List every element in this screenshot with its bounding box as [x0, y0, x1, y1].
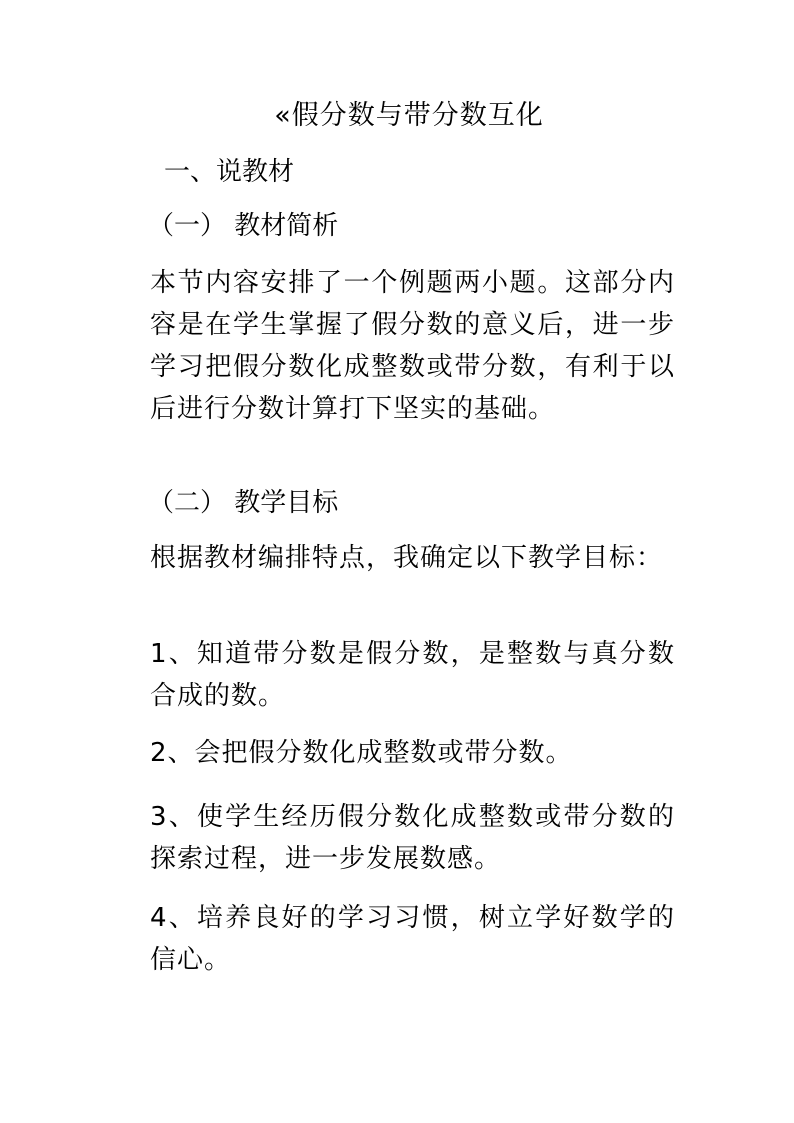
- document-title: «假分数与带分数互化: [274, 100, 544, 131]
- objectives-intro-paragraph: 根据教材编排特点，我确定以下教学目标：: [150, 543, 664, 573]
- objective-item-1: 1、知道带分数是假分数，是整数与真分数合成的数。: [150, 639, 675, 711]
- objective-item-3: 3、使学生经历假分数化成整数或带分数的探索过程，进一步发展数感。: [150, 802, 675, 874]
- material-analysis-paragraph: 本节内容安排了一个例题两小题。这部分内容是在学生掌握了假分数的意义后，进一步学习把假分数化成整数或带分数，有利于以后进行分数计算打下坚实的基础。: [150, 268, 675, 424]
- objective-item-4: 4、培养良好的学习习惯，树立学好数学的信心。: [150, 903, 675, 975]
- section-heading-teaching-material: 一、说教材: [164, 157, 295, 187]
- subsection-heading-teaching-objectives: （二） 教学目标: [148, 488, 339, 518]
- objective-item-2: 2、会把假分数化成整数或带分数。: [150, 738, 573, 768]
- subsection-heading-material-analysis: （一） 教材简析: [148, 211, 339, 241]
